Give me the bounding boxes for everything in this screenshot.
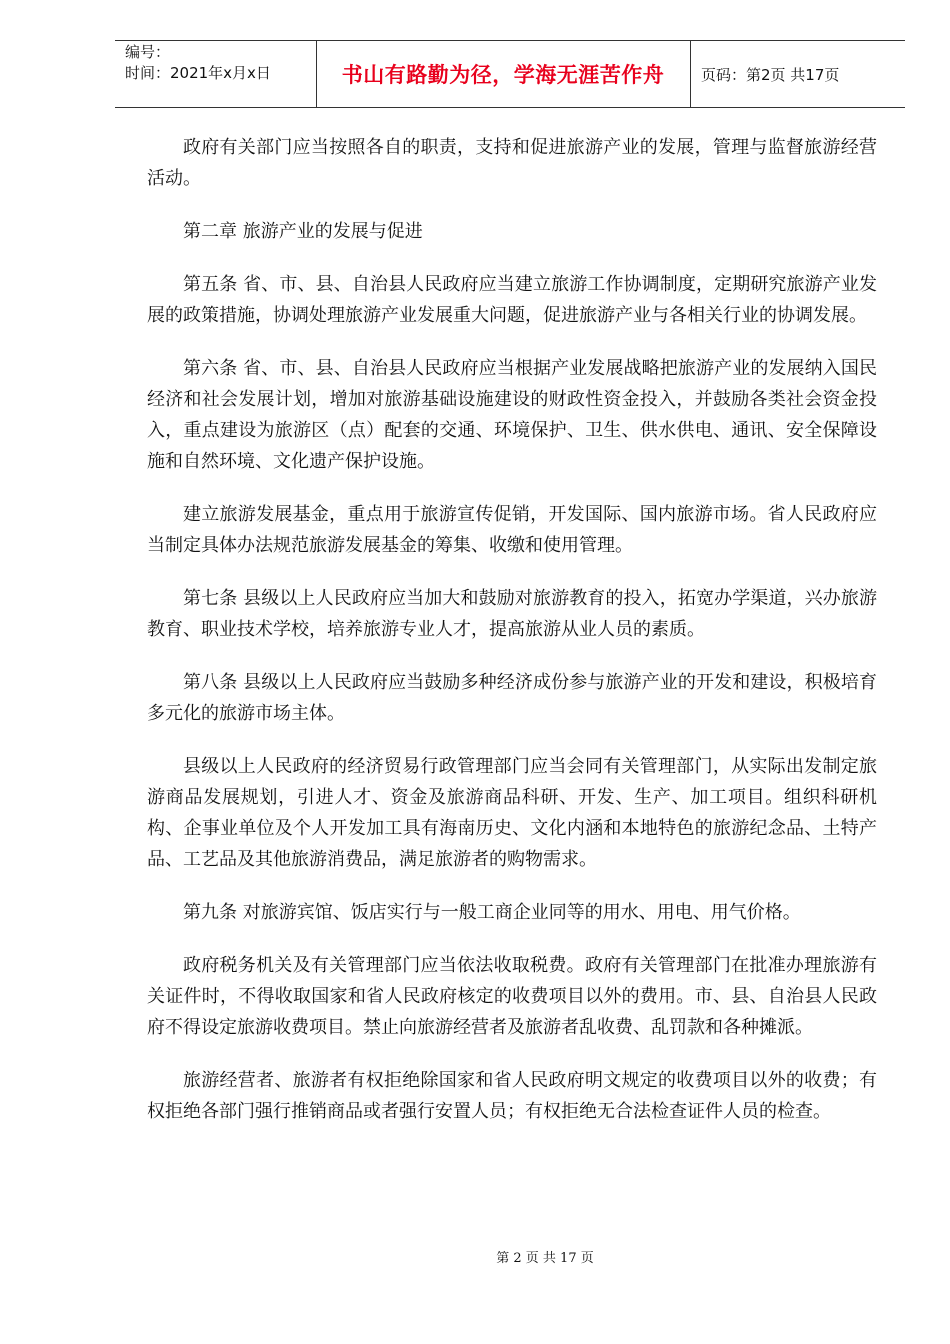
- body-paragraph: 政府有关部门应当按照各自的职责，支持和促进旅游产业的发展，管理与监督旅游经营活动。: [147, 137, 877, 189]
- article-5: 第五条 省、市、县、自治县人民政府应当建立旅游工作协调制度，定期研究旅游产业发展的政策措施，协调处理旅游产业发展重大问题，促进旅游产业与各相关行业的协调发展。: [147, 274, 877, 326]
- body-paragraph: 建立旅游发展基金，重点用于旅游宣传促销，开发国际、国内旅游市场。省人民政府应当制定具体办法规范旅游发展基金的筹集、收缴和使用管理。: [147, 504, 877, 556]
- chapter-heading: 第二章 旅游产业的发展与促进: [183, 221, 423, 242]
- article-6: 第六条 省、市、县、自治县人民政府应当根据产业发展战略把旅游产业的发展纳入国民经济和社会发展计划，增加对旅游基础设施建设的财政性资金投入，并鼓励各类社会资金投入，重点建设为旅游区（点）配套的交通、环境保护、卫生、供水供电、通讯、安全保障设施和自然环境、文化遗产保护设施。: [147, 358, 877, 472]
- page-footer: 第 2 页 共 17 页: [496, 1251, 594, 1266]
- body-paragraph: 旅游经营者、旅游者有权拒绝除国家和省人民政府明文规定的收费项目以外的收费；有权拒绝各部门强行推销商品或者强行安置人员；有权拒绝无合法检查证件人员的检查。: [147, 1070, 877, 1122]
- article-8: 第八条 县级以上人民政府应当鼓励多种经济成份参与旅游产业的开发和建设，积极培育多元化的旅游市场主体。: [147, 672, 877, 724]
- article-9: 第九条 对旅游宾馆、饭店实行与一般工商企业同等的用水、用电、用气价格。: [183, 902, 801, 923]
- header-motto: 书山有路勤为径，学海无涯苦作舟: [341, 63, 665, 87]
- header-divider: [690, 40, 691, 108]
- page-header: [115, 40, 905, 108]
- header-page-info: 页码：第2页 共17页: [701, 65, 840, 84]
- header-meta: [125, 42, 271, 84]
- body-paragraph: 政府税务机关及有关管理部门应当依法收取税费。政府有关管理部门在批准办理旅游有关证件时，不得收取国家和省人民政府核定的收费项目以外的费用。市、县、自治县人民政府不得设定旅游收费项目。禁止向旅游经营者及旅游者乱收费、乱罚款和各种摊派。: [147, 955, 877, 1038]
- document-date: 时间：2021年x月x日: [125, 64, 271, 82]
- body-paragraph: 县级以上人民政府的经济贸易行政管理部门应当会同有关管理部门，从实际出发制定旅游商品发展规划，引进人才、资金及旅游商品科研、开发、生产、加工项目。组织科研机构、企事业单位及个人开发加工具有海南历史、文化内涵和本地特色的旅游纪念品、土特产品、工艺品及其他旅游消费品，满足旅游者的购物需求。: [147, 756, 877, 870]
- document-number-label: 编号：: [125, 43, 171, 61]
- document-body: [147, 132, 877, 1149]
- article-7: 第七条 县级以上人民政府应当加大和鼓励对旅游教育的投入，拓宽办学渠道，兴办旅游教育、职业技术学校，培养旅游专业人才，提高旅游从业人员的素质。: [147, 588, 877, 640]
- header-bottom-rule: [115, 107, 905, 108]
